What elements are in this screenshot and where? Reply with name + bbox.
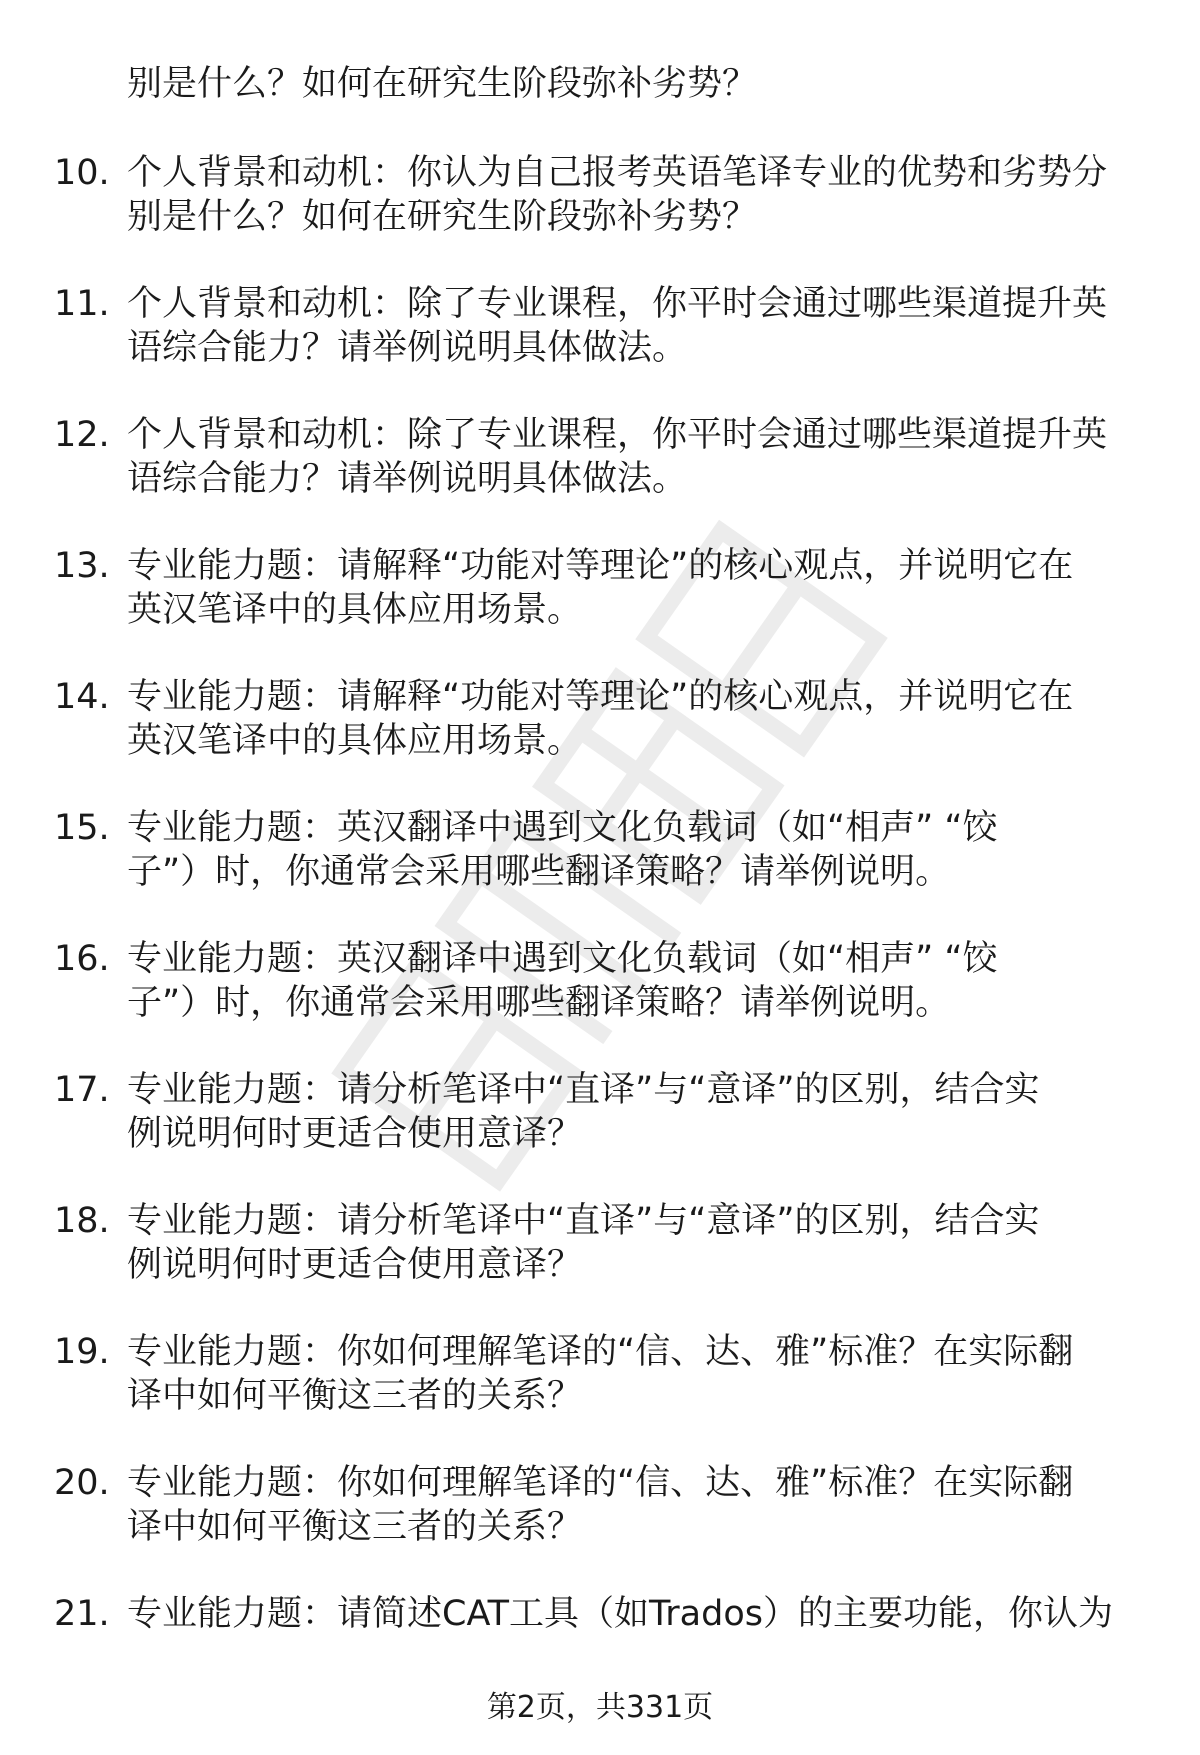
question-line: 专业能力题：请解释“功能对等理论”的核心观点，并说明它在 xyxy=(127,677,1074,717)
question-line: 语综合能力？请举例说明具体做法。 xyxy=(127,328,688,368)
question-number: 19. xyxy=(54,1332,110,1372)
question-text xyxy=(127,1199,1147,1287)
question-number: 16. xyxy=(54,939,110,979)
question-text xyxy=(127,1592,1147,1636)
question-number: 10. xyxy=(54,153,110,193)
question-line: 子”）时，你通常会采用哪些翻译策略？请举例说明。 xyxy=(127,983,951,1023)
question-line: 英汉笔译中的具体应用场景。 xyxy=(127,590,583,630)
question-number: 15. xyxy=(54,808,110,848)
question-item xyxy=(0,1461,1200,1592)
question-text xyxy=(127,413,1147,501)
question-line: 专业能力题：英汉翻译中遇到文化负载词（如“相声” “饺 xyxy=(127,808,998,848)
question-item xyxy=(0,675,1200,806)
question-item xyxy=(0,1199,1200,1330)
question-text xyxy=(127,282,1147,370)
question-number: 18. xyxy=(54,1201,110,1241)
question-line: 例说明何时更适合使用意译？ xyxy=(127,1114,583,1154)
question-line: 个人背景和动机：除了专业课程，你平时会通过哪些渠道提升英 xyxy=(127,284,1108,324)
continuation-text: 别是什么？如何在研究生阶段弥补劣势？ xyxy=(127,64,758,104)
question-line: 例说明何时更适合使用意译？ xyxy=(127,1245,583,1285)
question-number: 21. xyxy=(54,1594,110,1634)
question-number: 20. xyxy=(54,1463,110,1503)
question-item xyxy=(0,544,1200,675)
question-number: 12. xyxy=(54,415,110,455)
question-text xyxy=(127,1461,1147,1549)
page-footer: 第2页，共331页 xyxy=(486,1690,714,1725)
question-line: 专业能力题：请分析笔译中“直译”与“意译”的区别，结合实 xyxy=(127,1070,1040,1110)
question-item xyxy=(0,1330,1200,1461)
question-line: 专业能力题：请分析笔译中“直译”与“意译”的区别，结合实 xyxy=(127,1201,1040,1241)
question-line: 译中如何平衡这三者的关系？ xyxy=(127,1507,583,1547)
question-line: 别是什么？如何在研究生阶段弥补劣势？ xyxy=(127,197,758,237)
question-number: 13. xyxy=(54,546,110,586)
question-line: 子”）时，你通常会采用哪些翻译策略？请举例说明。 xyxy=(127,852,951,892)
question-text xyxy=(127,675,1147,763)
question-item xyxy=(0,806,1200,937)
question-text xyxy=(127,151,1147,239)
question-text xyxy=(127,1068,1147,1156)
question-line: 专业能力题：请解释“功能对等理论”的核心观点，并说明它在 xyxy=(127,546,1074,586)
question-line: 语综合能力？请举例说明具体做法。 xyxy=(127,459,688,499)
question-line: 英汉笔译中的具体应用场景。 xyxy=(127,721,583,761)
question-line: 个人背景和动机：你认为自己报考英语笔译专业的优势和劣势分 xyxy=(127,153,1108,193)
question-line: 译中如何平衡这三者的关系？ xyxy=(127,1376,583,1416)
question-line: 个人背景和动机：除了专业课程，你平时会通过哪些渠道提升英 xyxy=(127,415,1108,455)
question-line: 专业能力题：你如何理解笔译的“信、达、雅”标准？在实际翻 xyxy=(127,1332,1074,1372)
question-line: 专业能力题：请简述CAT工具（如Trados）的主要功能，你认为 xyxy=(127,1594,1113,1634)
question-item xyxy=(0,282,1200,413)
question-item xyxy=(0,1068,1200,1199)
question-text xyxy=(127,544,1147,632)
question-text xyxy=(127,937,1147,1025)
question-item xyxy=(0,151,1200,282)
question-number: 17. xyxy=(54,1070,110,1110)
question-number: 14. xyxy=(54,677,110,717)
question-line: 专业能力题：你如何理解笔译的“信、达、雅”标准？在实际翻 xyxy=(127,1463,1074,1503)
question-number: 11. xyxy=(54,284,110,324)
question-list xyxy=(0,151,1200,1723)
question-line: 专业能力题：英汉翻译中遇到文化负载词（如“相声” “饺 xyxy=(127,939,998,979)
question-text xyxy=(127,1330,1147,1418)
question-item xyxy=(0,413,1200,544)
question-text xyxy=(127,806,1147,894)
question-item xyxy=(0,937,1200,1068)
